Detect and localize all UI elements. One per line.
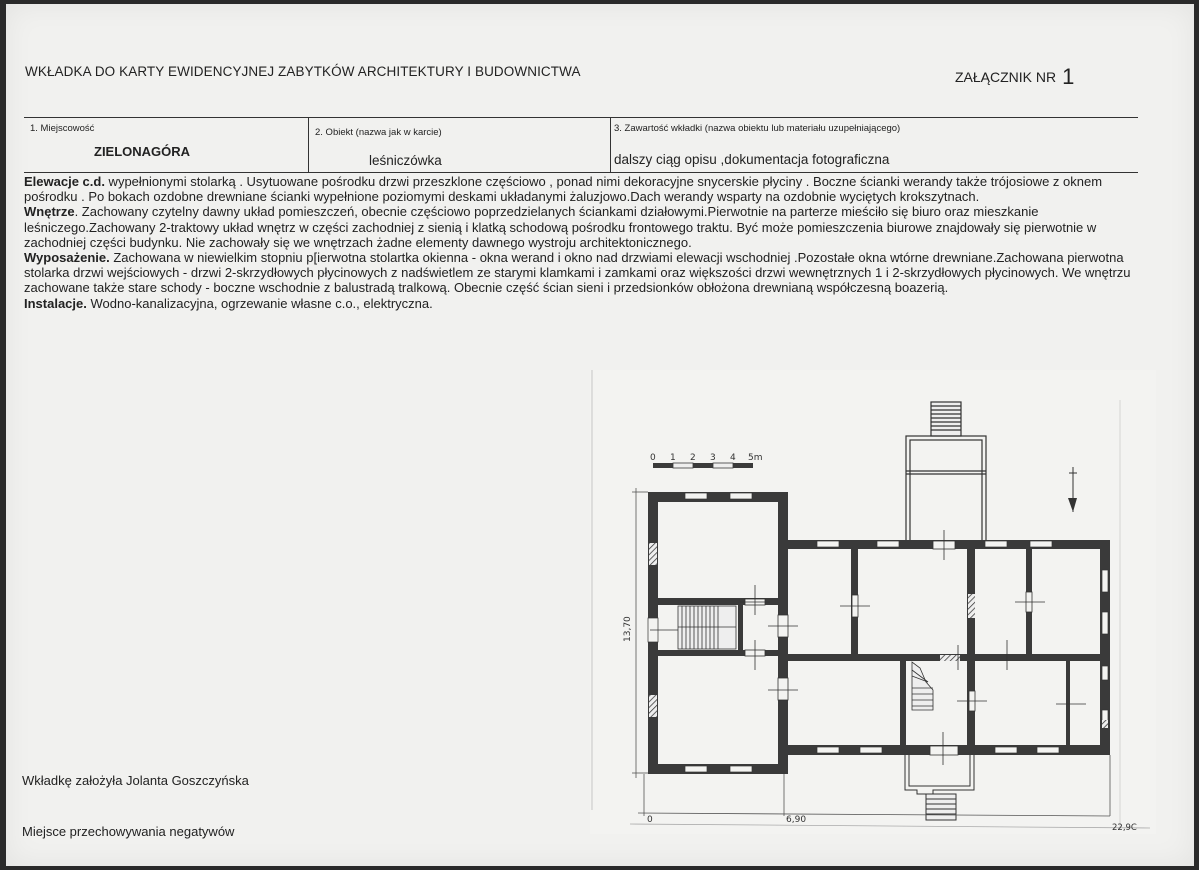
section-elevations (24, 174, 1154, 204)
field-object-label: 2. Obiekt (nazwa jak w karcie) (315, 127, 442, 138)
field-object (308, 118, 610, 172)
side-staircase (912, 662, 933, 710)
field-locality-label: 1. Miejscowość (30, 123, 95, 134)
dimension-height: 13,70 (623, 616, 633, 642)
north-veranda (906, 402, 986, 542)
section-equipment-text: Zachowana w niewielkim stopniu p[ierwotna stolartka okienna - okna werand i okno nad drzwiami elewacji wschodniej .Pozostałe okna wtórne drewniane.Zachowana pierwotna stolarka drzwi wejściowych - drzwi 2-skrzydłowych płycinowych z nadświetlem ze starymi klamkami i zamkami oraz większości drzwi wewnętrznych 1 i 2-skrzydłowych płycinowych. We wnętrzu zachowane także stare schody - boczne wschodnie z balustradą tralkową. Obecnie część ścian sieni i przedsionków obłożona drewnianą współczesną boazerią. (24, 250, 1131, 296)
dimension-total: 22,9C (1112, 823, 1137, 833)
floor-plan-drawing (590, 370, 1156, 834)
field-contents-value: dalszy ciąg opisu ,dokumentacja fotograficzna (614, 152, 890, 167)
description-body (24, 174, 1154, 311)
document-page (6, 4, 1194, 866)
section-interior-heading: Wnętrze (24, 204, 75, 220)
section-equipment-heading: Wyposażenie. (24, 250, 110, 266)
section-elevations-heading: Elewacje c.d. (24, 174, 105, 189)
section-elevations-text: wypełnionymi stolarką . Usytuowane pośrodku drzwi przeszklone częściowo , ponad nimi dekoracyjne snycerskie płyciny . Boczne ścianki werandy także trójosiowe z oknem pośrodku . Po bokach ozdobne drewniane ścianki wypełnione poziomymi deskami układanymi żaluzjowo.Dach werandy wsparty na ozdobnie wyciętych krokszytnach. (24, 174, 1103, 205)
annex-number: 1 (1062, 64, 1075, 89)
field-contents (610, 118, 1138, 172)
scale-tick-0: 0 (650, 453, 656, 463)
dimension-mid: 6,90 (786, 815, 807, 825)
south-porch (905, 755, 974, 820)
annex-label-text: ZAŁĄCZNIK NR (955, 69, 1057, 85)
scale-bar (653, 463, 753, 468)
section-installations (24, 296, 1154, 311)
section-interior (24, 204, 1154, 250)
scale-tick-2: 2 (690, 453, 696, 463)
field-object-value: leśniczówka (369, 153, 442, 168)
author-note: Wkładkę założyła Jolanta Goszczyńska (22, 773, 249, 788)
section-equipment (24, 250, 1154, 296)
section-installations-heading: Instalacje. (24, 295, 87, 311)
field-contents-label: 3. Zawartość wkładki (nazwa obiektu lub materiału uzupełniającego) (614, 123, 901, 134)
negatives-location: Miejsce przechowywania negatywów (22, 824, 235, 839)
scale-tick-1: 1 (670, 453, 676, 463)
annex-label (955, 62, 1074, 88)
field-locality (24, 118, 308, 172)
header-fields (24, 117, 1138, 173)
scale-tick-4: 4 (730, 453, 736, 463)
section-interior-text: . Zachowany czytelny dawny układ pomieszczeń, obecnie częściowo poprzedzielanych ściankami działowymi.Pierwotnie na parterze mieściło się biuro oraz mieszkanie leśniczego.Zachowany 2-traktowy układ wnętrz w części zachodniej z sienią i klatką schodową pośrodku frontowego traktu. Być może pomieszczenia biurowe znajdowały się pierwotnie w zachodniej części budynku. Nie zachowały się we wnętrzach żadne elementy dawnego wystroju architektonicznego. (24, 204, 1097, 250)
floor-plan (590, 370, 1156, 834)
section-installations-text: Wodno-kanalizacyjna, ogrzewanie własne c.o., elektryczna. (86, 295, 433, 311)
scale-tick-5: 5m (748, 453, 763, 463)
scale-tick-3: 3 (710, 453, 716, 463)
dimension-origin: 0 (647, 815, 653, 825)
document-title: WKŁADKA DO KARTY EWIDENCYJNEJ ZABYTKÓW ARCHITEKTURY I BUDOWNICTWA (25, 64, 581, 79)
main-staircase (678, 606, 736, 649)
north-arrow-icon (1068, 467, 1077, 512)
field-locality-value: ZIELONAGÓRA (94, 144, 191, 159)
